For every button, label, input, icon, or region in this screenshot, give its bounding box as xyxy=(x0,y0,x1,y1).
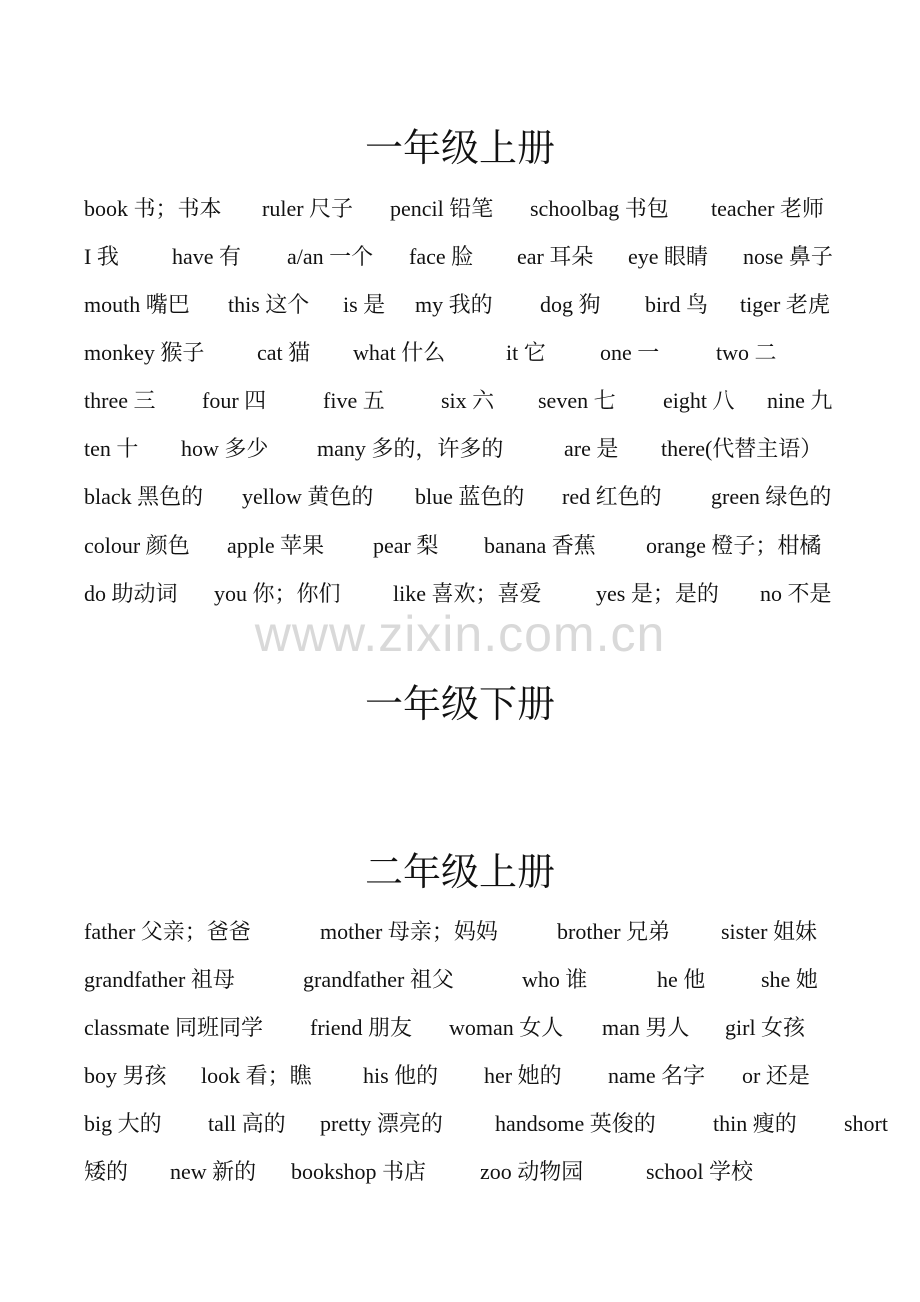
vocab-entry: new 新的 xyxy=(170,1159,257,1184)
vocab-line xyxy=(0,386,920,434)
vocab-entry: five 五 xyxy=(323,388,385,413)
vocab-entry: thin 瘦的 xyxy=(713,1111,797,1136)
vocab-entry: yellow 黄色的 xyxy=(242,484,374,509)
vocab-entry: there(代替主语） xyxy=(661,436,823,461)
vocab-entry: have 有 xyxy=(172,244,242,269)
vocab-line xyxy=(0,1061,920,1109)
vocab-entry: face 脸 xyxy=(409,244,474,269)
vocab-entry: cat 猫 xyxy=(257,340,311,365)
vocab-entry: her 她的 xyxy=(484,1063,562,1088)
vocab-entry: bird 鸟 xyxy=(645,292,708,317)
vocab-entry: like 喜欢；喜爱 xyxy=(393,581,542,606)
vocab-entry: orange 橙子；柑橘 xyxy=(646,533,822,558)
vocab-line xyxy=(0,1157,920,1205)
vocab-entry: I 我 xyxy=(84,244,119,269)
vocab-entry: ten 十 xyxy=(84,436,139,461)
vocab-line xyxy=(0,965,920,1013)
vocab-entry: monkey 猴子 xyxy=(84,340,205,365)
vocab-line xyxy=(0,1109,920,1157)
vocab-entry: boy 男孩 xyxy=(84,1063,167,1088)
vocab-entry: grandfather 祖父 xyxy=(303,967,454,992)
vocab-entry: yes 是；是的 xyxy=(596,581,719,606)
vocab-entry: how 多少 xyxy=(181,436,269,461)
vocab-entry: pretty 漂亮的 xyxy=(320,1111,443,1136)
vocab-line xyxy=(0,531,920,579)
watermark: www.zixin.com.cn xyxy=(254,606,666,662)
vocab-entry: what 什么 xyxy=(353,340,446,365)
vocab-entry: mouth 嘴巴 xyxy=(84,292,190,317)
vocab-entry: bookshop 书店 xyxy=(291,1159,427,1184)
vocab-entry: a/an 一个 xyxy=(287,244,374,269)
vocab-entry: grandfather 祖母 xyxy=(84,967,235,992)
vocab-entry: pear 梨 xyxy=(373,533,439,558)
vocab-entry: tiger 老虎 xyxy=(740,292,830,317)
vocab-entry: red 红色的 xyxy=(562,484,662,509)
vocab-entry: sister 姐妹 xyxy=(721,919,817,944)
vocab-entry: big 大的 xyxy=(84,1111,162,1136)
vocab-entry: name 名字 xyxy=(608,1063,706,1088)
vocab-entry: six 六 xyxy=(441,388,495,413)
vocab-entry: school 学校 xyxy=(646,1159,753,1184)
vocab-entry: dog 狗 xyxy=(540,292,601,317)
vocab-entry: four 四 xyxy=(202,388,267,413)
vocab-entry: his 他的 xyxy=(363,1063,439,1088)
vocab-entry: handsome 英俊的 xyxy=(495,1111,656,1136)
section-title-grade1-vol1: 一年级上册 xyxy=(364,126,555,170)
vocab-line xyxy=(0,434,920,482)
vocab-entry: three 三 xyxy=(84,388,156,413)
vocab-entry: do 助动词 xyxy=(84,581,178,606)
vocab-line xyxy=(0,194,920,242)
vocab-entry: book 书；书本 xyxy=(84,196,222,221)
vocab-entry: tall 高的 xyxy=(208,1111,286,1136)
vocab-entry: pencil 铅笔 xyxy=(390,196,494,221)
vocab-entry: brother 兄弟 xyxy=(557,919,671,944)
vocab-entry: she 她 xyxy=(761,967,818,992)
vocab-entry: look 看；瞧 xyxy=(201,1063,312,1088)
vocab-entry: ear 耳朵 xyxy=(517,244,594,269)
vocab-entry: green 绿色的 xyxy=(711,484,832,509)
vocab-entry: eight 八 xyxy=(663,388,735,413)
vocab-line xyxy=(0,242,920,290)
vocab-entry: schoolbag 书包 xyxy=(530,196,669,221)
vocab-entry: eye 眼睛 xyxy=(628,244,709,269)
vocab-entry: friend 朋友 xyxy=(310,1015,413,1040)
vocab-entry: no 不是 xyxy=(760,581,832,606)
vocab-entry: nose 鼻子 xyxy=(743,244,833,269)
vocab-entry: zoo 动物园 xyxy=(480,1159,584,1184)
vocab-line xyxy=(0,1013,920,1061)
vocab-entry: he 他 xyxy=(657,967,706,992)
vocab-entry: apple 苹果 xyxy=(227,533,325,558)
vocab-line xyxy=(0,482,920,530)
vocab-entry: mother 母亲；妈妈 xyxy=(320,919,498,944)
section-title-grade2-vol1: 二年级上册 xyxy=(364,850,555,894)
vocab-entry: colour 颜色 xyxy=(84,533,190,558)
vocab-entry: seven 七 xyxy=(538,388,616,413)
vocab-entry: is 是 xyxy=(343,292,386,317)
vocab-line xyxy=(0,917,920,965)
vocab-entry: or 还是 xyxy=(742,1063,810,1088)
vocab-line xyxy=(0,290,920,338)
vocab-entry: blue 蓝色的 xyxy=(415,484,525,509)
vocab-entry: nine 九 xyxy=(767,388,833,413)
section-title-grade1-vol2: 一年级下册 xyxy=(364,682,555,726)
vocab-entry: you 你；你们 xyxy=(214,581,341,606)
vocab-entry: are 是 xyxy=(564,436,619,461)
vocab-entry: teacher 老师 xyxy=(711,196,824,221)
vocab-entry: ruler 尺子 xyxy=(262,196,354,221)
vocab-entry: 矮的 xyxy=(84,1159,129,1184)
vocab-entry: who 谁 xyxy=(522,967,588,992)
vocab-entry: man 男人 xyxy=(602,1015,690,1040)
vocab-entry: classmate 同班同学 xyxy=(84,1015,264,1040)
vocab-line xyxy=(0,338,920,386)
vocab-entry: my 我的 xyxy=(415,292,493,317)
vocab-entry: woman 女人 xyxy=(449,1015,564,1040)
vocab-entry: this 这个 xyxy=(228,292,310,317)
vocab-entry: girl 女孩 xyxy=(725,1015,806,1040)
vocab-entry: short xyxy=(844,1111,888,1136)
vocab-entry: it 它 xyxy=(506,340,546,365)
vocab-entry: two 二 xyxy=(716,340,777,365)
vocab-entry: black 黑色的 xyxy=(84,484,204,509)
vocab-entry: one 一 xyxy=(600,340,660,365)
vocab-entry: many 多的，许多的 xyxy=(317,436,504,461)
vocab-entry: father 父亲；爸爸 xyxy=(84,919,251,944)
vocab-entry: banana 香蕉 xyxy=(484,533,596,558)
